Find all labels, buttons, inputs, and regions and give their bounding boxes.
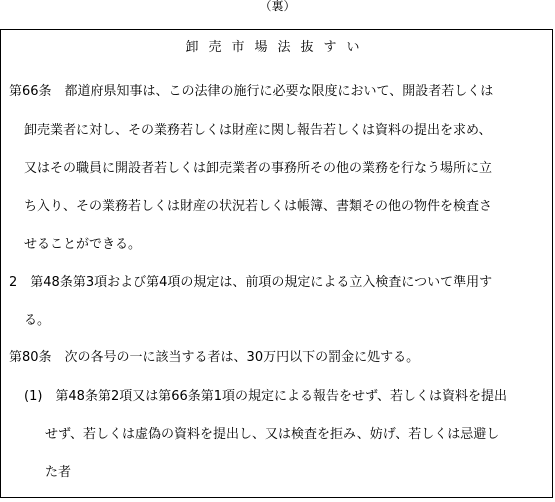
article-66-line-2: 卸売業者に対し、その業務若しくは財産に関し報告若しくは資料の提出を求め、 [24, 123, 492, 138]
article-80-line-1: 第80条 次の各号の一に該当する者は、30万円以下の罰金に処する。 [9, 350, 420, 365]
article-80-item-1-line-3: た者 [45, 465, 72, 480]
article-66-line-1: 第66条 都道府県知事は、この法律の施行に必要な限度において、開設者若しくは [9, 84, 494, 99]
article-66-line-3: 又はその職員に開設者若しくは卸売業者の事務所その他の業務を行なう場所に立 [24, 161, 493, 176]
document-title: 卸売市場法抜すい [185, 40, 370, 55]
article-66-line-5: せることができる。 [24, 237, 142, 252]
article-66-para-2-line-1: 2 第48条第3項および第4項の規定は、前項の規定による立入検査について準用す [9, 275, 493, 290]
article-80-item-1-line-1: (1) 第48条第2項又は第66条第1項の規定による報告をせず、若しくは資料を提出 [24, 389, 508, 404]
article-80-item-1-line-2: せず、若しくは虚偽の資料を提出し、又は検査を拒み、妨げ、若しくは忌避し [45, 427, 500, 442]
page-side-label: （裏） [259, 0, 296, 13]
article-66-para-2-line-2: る。 [24, 313, 51, 328]
article-66-line-4: ち入り、その業務若しくは財産の状況若しくは帳簿、書類その他の物件を検査さ [24, 199, 493, 214]
